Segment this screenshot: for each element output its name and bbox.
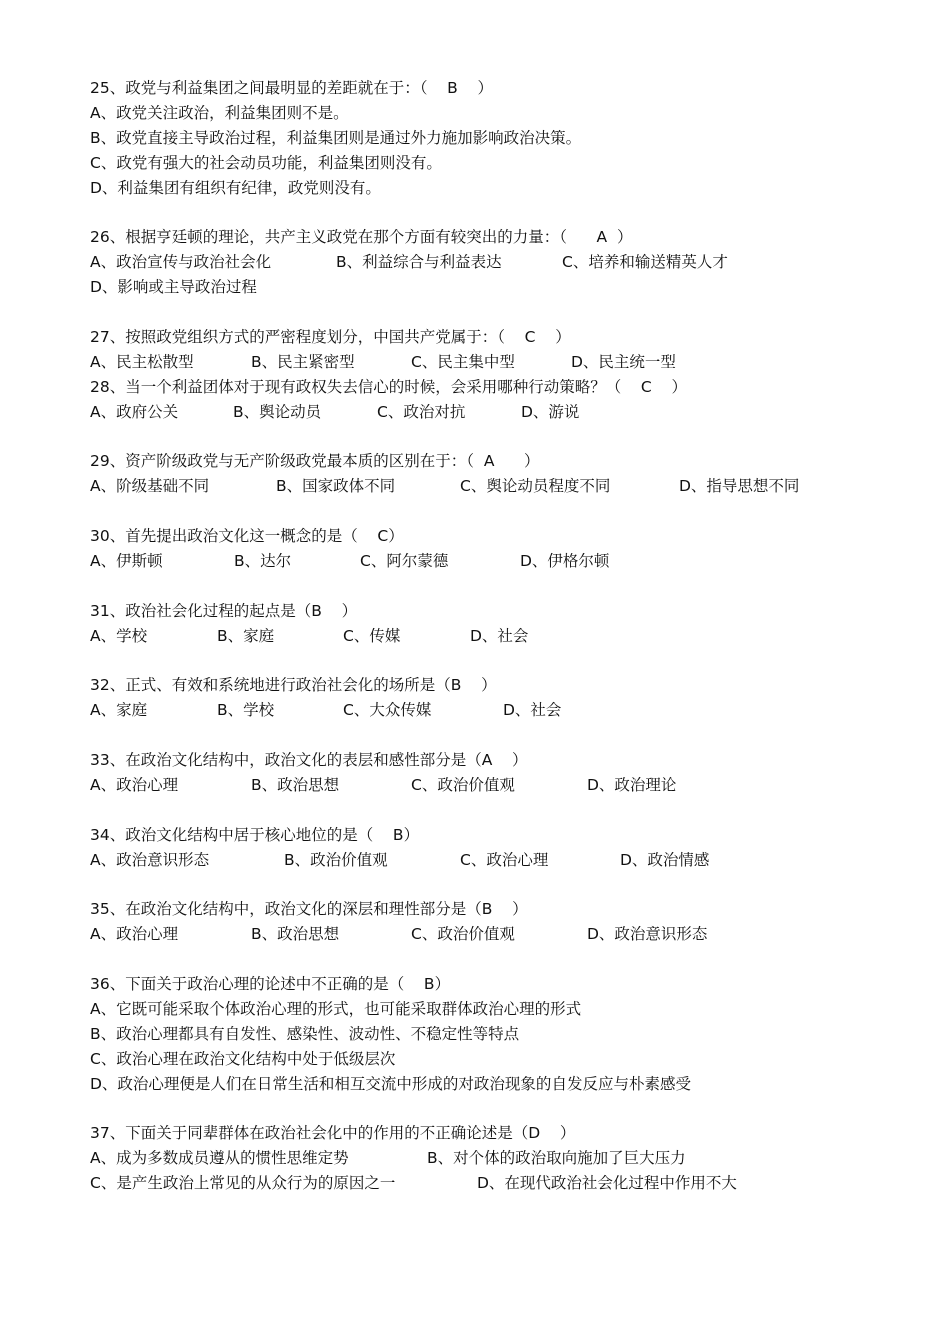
question-33-option-d: D、政治理论 bbox=[587, 775, 677, 794]
question-28-option-b: B、舆论动员 bbox=[233, 402, 322, 421]
question-31-option-b: B、家庭 bbox=[217, 626, 275, 645]
question-27-options-row bbox=[90, 350, 910, 375]
question-25-option-a: A、政党关注政治，利益集团则不是。 bbox=[90, 103, 349, 122]
spacer bbox=[90, 873, 910, 898]
spacer bbox=[90, 200, 910, 225]
question-33-stem: 33、在政治文化结构中，政治文化的表层和感性部分是（A ） bbox=[90, 751, 528, 770]
question-32-stem: 32、正式、有效和系统地进行政治社会化的场所是（B ） bbox=[90, 676, 497, 695]
question-33-option-b: B、政治思想 bbox=[251, 775, 340, 794]
question-30-option-b: B、达尔 bbox=[234, 551, 292, 570]
question-29-options-row bbox=[90, 474, 910, 499]
question-34-option-d: D、政治情感 bbox=[620, 850, 710, 869]
question-31-stem: 31、政治社会化过程的起点是（B ） bbox=[90, 601, 358, 620]
question-29-option-b: B、国家政体不同 bbox=[276, 477, 396, 496]
question-30-option-a: A、伊斯顿 bbox=[90, 551, 163, 570]
question-29-option-d: D、指导思想不同 bbox=[679, 477, 800, 496]
question-29-stem: 29、资产阶级政党与无产阶级政党最本质的区别在于：（ A ） bbox=[90, 452, 540, 471]
question-36-stem: 36、下面关于政治心理的论述中不正确的是（ B） bbox=[90, 975, 451, 994]
question-35-stem: 35、在政治文化结构中，政治文化的深层和理性部分是（B ） bbox=[90, 900, 528, 919]
question-26-options-row bbox=[90, 250, 910, 275]
question-36-option-b: B、政治心理都具有自发性、感染性、波动性、不稳定性等特点 bbox=[90, 1024, 520, 1043]
spacer bbox=[90, 574, 910, 599]
question-37-stem: 37、下面关于同辈群体在政治社会化中的作用的不正确论述是（D ） bbox=[90, 1124, 576, 1143]
question-26-option-b: B、利益综合与利益表达 bbox=[336, 253, 502, 272]
question-28-option-c: C、政治对抗 bbox=[377, 402, 466, 421]
question-28-stem: 28、当一个利益团体对于现有政权失去信心的时候，会采用哪种行动策略？（ C ） bbox=[90, 377, 687, 396]
question-31-option-a: A、学校 bbox=[90, 626, 148, 645]
spacer bbox=[90, 723, 910, 748]
question-37-options-row-2 bbox=[90, 1171, 910, 1196]
question-34-option-c: C、政治心理 bbox=[460, 850, 549, 869]
question-26-option-c: C、培养和输送精英人才 bbox=[562, 253, 728, 272]
question-37-options-row-1 bbox=[90, 1146, 910, 1171]
question-37-option-b: B、对个体的政治取向施加了巨大压力 bbox=[427, 1149, 686, 1168]
question-30-option-c: C、阿尔蒙德 bbox=[360, 551, 449, 570]
question-27-stem: 27、按照政党组织方式的严密程度划分，中国共产党属于：（ C ） bbox=[90, 327, 571, 346]
question-33-options-row bbox=[90, 773, 910, 798]
question-27-option-c: C、民主集中型 bbox=[411, 352, 515, 371]
question-34-stem: 34、政治文化结构中居于核心地位的是（ B） bbox=[90, 825, 420, 844]
spacer bbox=[90, 947, 910, 972]
question-33-option-a: A、政治心理 bbox=[90, 775, 179, 794]
spacer bbox=[90, 300, 910, 325]
question-28-option-a: A、政府公关 bbox=[90, 402, 179, 421]
question-32-option-b: B、学校 bbox=[217, 701, 275, 720]
question-28-option-d: D、游说 bbox=[521, 402, 580, 421]
question-37-option-d: D、在现代政治社会化过程中作用不大 bbox=[477, 1174, 737, 1193]
question-31-option-c: C、传媒 bbox=[343, 626, 401, 645]
question-27-option-d: D、民主统一型 bbox=[571, 352, 676, 371]
spacer bbox=[90, 499, 910, 524]
spacer bbox=[90, 648, 910, 673]
question-29-option-c: C、舆论动员程度不同 bbox=[460, 477, 611, 496]
question-35-option-d: D、政治意识形态 bbox=[587, 925, 708, 944]
question-26-option-d: D、影响或主导政治过程 bbox=[90, 278, 257, 297]
question-31-options-row bbox=[90, 624, 910, 649]
question-32-option-a: A、家庭 bbox=[90, 701, 148, 720]
question-27-option-b: B、民主紧密型 bbox=[251, 352, 355, 371]
question-30-stem: 30、首先提出政治文化这一概念的是（ C） bbox=[90, 527, 404, 546]
question-34-option-b: B、政治价值观 bbox=[284, 850, 388, 869]
question-25-option-c: C、政党有强大的社会动员功能，利益集团则没有。 bbox=[90, 153, 442, 172]
question-25-option-d: D、利益集团有组织有纪律，政党则没有。 bbox=[90, 178, 381, 197]
question-36-option-a: A、它既可能采取个体政治心理的形式，也可能采取群体政治心理的形式 bbox=[90, 999, 582, 1018]
question-37-option-a: A、成为多数成员遵从的惯性思维定势 bbox=[90, 1149, 349, 1168]
spacer bbox=[90, 424, 910, 449]
question-35-options-row bbox=[90, 922, 910, 947]
question-34-option-a: A、政治意识形态 bbox=[90, 850, 210, 869]
question-31-option-d: D、社会 bbox=[470, 626, 529, 645]
question-26-stem: 26、根据亨廷顿的理论，共产主义政党在那个方面有较突出的力量：（ A ） bbox=[90, 228, 633, 247]
spacer bbox=[90, 1097, 910, 1122]
question-35-option-a: A、政治心理 bbox=[90, 925, 179, 944]
exam-page bbox=[90, 76, 910, 1196]
question-35-option-c: C、政治价值观 bbox=[411, 925, 515, 944]
question-36-option-c: C、政治心理在政治文化结构中处于低级层次 bbox=[90, 1049, 396, 1068]
question-29-option-a: A、阶级基础不同 bbox=[90, 477, 210, 496]
question-28-options-row bbox=[90, 400, 910, 425]
question-32-options-row bbox=[90, 698, 910, 723]
question-30-option-d: D、伊格尔顿 bbox=[520, 551, 610, 570]
question-27-option-a: A、民主松散型 bbox=[90, 352, 194, 371]
question-36-option-d: D、政治心理便是人们在日常生活和相互交流中形成的对政治现象的自发反应与朴素感受 bbox=[90, 1074, 691, 1093]
question-30-options-row bbox=[90, 549, 910, 574]
question-25-option-b: B、政党直接主导政治过程，利益集团则是通过外力施加影响政治决策。 bbox=[90, 128, 582, 147]
question-26-option-a: A、政治宣传与政治社会化 bbox=[90, 253, 272, 272]
question-32-option-c: C、大众传媒 bbox=[343, 701, 432, 720]
question-25-stem: 25、政党与利益集团之间最明显的差距就在于：（ B ） bbox=[90, 79, 494, 97]
question-34-options-row bbox=[90, 848, 910, 873]
spacer bbox=[90, 798, 910, 823]
question-33-option-c: C、政治价值观 bbox=[411, 775, 515, 794]
question-32-option-d: D、社会 bbox=[503, 701, 562, 720]
question-35-option-b: B、政治思想 bbox=[251, 925, 340, 944]
question-37-option-c: C、是产生政治上常见的从众行为的原因之一 bbox=[90, 1174, 396, 1193]
